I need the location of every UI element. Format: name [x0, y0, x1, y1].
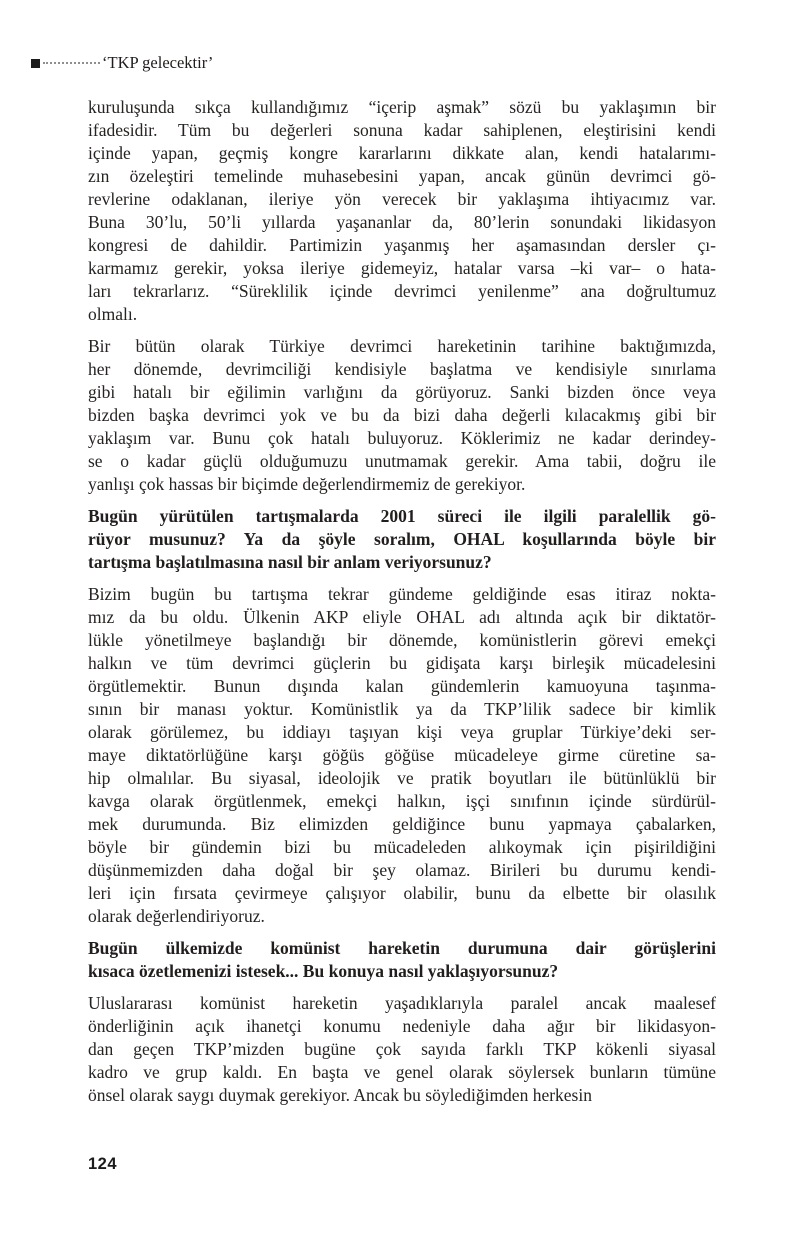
text-line: yanlışı çok hassas bir biçimde değerlendirmemiz de gerekiyor. — [88, 474, 526, 494]
text-line: örgütlemektir. Bunun dışında kalan gündemlerin kamuoyuna taşınma- — [88, 676, 716, 696]
text-line: yaklaşım var. Bunu çok hatalı buluyoruz. Köklerimiz ne kadar derindey- — [88, 428, 716, 448]
text-line: Bir bütün olarak Türkiye devrimci hareketinin tarihine baktığımızda, — [88, 336, 716, 356]
text-line: ları tekrarlarız. “Süreklilik içinde devrimci yenilenme” ana doğrultumuz — [88, 281, 716, 301]
text-line: bizden başka devrimci yok ve bu da bizi daha değerli kılacakmış gibi bir — [88, 405, 716, 425]
text-line: olmalı. — [88, 304, 138, 324]
text-block — [88, 96, 716, 1116]
text-line: kongresi de dahildir. Partimizin yaşanmış her aşamasından dersler çı- — [88, 235, 716, 255]
paragraph — [88, 96, 716, 326]
text-line: ifadesidir. Tüm bu değerleri sonuna kadar sahiplenen, eleştirisini kendi — [88, 120, 716, 140]
text-line: Bizim bugün bu tartışma tekrar gündeme geldiğinde esas itiraz nokta- — [88, 584, 716, 604]
text-line: lükle yönetilmeye başlandığı bir dönemde, komünistlerin görevi emekçi — [88, 630, 716, 650]
text-line: hip olmalılar. Bu siyasal, ideolojik ve pratik boyutları ile bütünlüklü bir — [88, 768, 716, 788]
text-line: tartışma başlatılmasına nasıl bir anlam veriyorsunuz? — [88, 552, 492, 572]
text-line: içinde yapan, geçmiş kongre kararlarını dikkate alan, kendi hatalarımı- — [88, 143, 716, 163]
dotted-leader — [43, 62, 100, 64]
text-line: dan geçen TKP’mizden bugüne çok sayıda farklı TKP kökenli siyasal — [88, 1039, 716, 1059]
text-line: sının bir manası yoktur. Komünistlik ya da TKP’lilik sadece bir kimlik — [88, 699, 716, 719]
text-line: mek durumunda. Biz elimizden geldiğince bunu yapmaya çabalarken, — [88, 814, 716, 834]
text-line: se o kadar güçlü olduğumuzu unutmamak gerekir. Ama tabii, doğru ile — [88, 451, 716, 471]
text-line: düşünmemizden daha doğal bir şey olamaz. Birileri bu durumu kendi- — [88, 860, 716, 880]
text-line: olarak görülemez, bu iddiayı taşıyan kişi veya gruplar Türkiye’deki ser- — [88, 722, 716, 742]
text-line: böyle bir gündemin bizi bu mücadeleden alıkoymak için pişirildiğini — [88, 837, 716, 857]
text-line: leri için fırsata çevirmeye çalışıyor olabilir, bunu da elbette bir olasılık — [88, 883, 716, 903]
running-header — [31, 53, 213, 73]
text-line: önderliğinin açık ihanetçi konumu nedeniyle daha ağır bir likidasyon- — [88, 1016, 716, 1036]
text-line: önsel olarak saygı duymak gerekiyor. Ancak bu söylediğimden herkesin — [88, 1085, 592, 1105]
text-line: Buna 30’lu, 50’li yıllarda yaşananlar da, 80’lerin sonundaki likidasyon — [88, 212, 716, 232]
text-line: Uluslararası komünist hareketin yaşadıklarıyla paralel ancak maalesef — [88, 993, 716, 1013]
text-line: halkın ve tüm devrimci güçlerin bu gidişata karşı birleşik mücadelesini — [88, 653, 716, 673]
text-line: gibi hatalı bir eğilimin varlığını da görüyoruz. Sanki bizden önce veya — [88, 382, 716, 402]
text-line: mız da bu oldu. Ülkenin AKP eliyle OHAL adı altında açık bir diktatör- — [88, 607, 716, 627]
paragraph — [88, 583, 716, 928]
text-line: kadro ve grup kaldı. En başta ve genel olarak söylersek bunların tümüne — [88, 1062, 716, 1082]
paragraph — [88, 992, 716, 1107]
text-line: zın özeleştiri temelinde muhasebesini yapan, ancak günün devrimci gö- — [88, 166, 716, 186]
interview-question — [88, 937, 716, 983]
square-bullet-icon — [31, 59, 40, 68]
text-line: rüyor musunuz? Ya da şöyle soralım, OHAL koşullarında böyle bir — [88, 529, 716, 549]
interview-question — [88, 505, 716, 574]
text-line: revlerine odaklanan, ileriye yön verecek bir yaklaşıma ihtiyacımız var. — [88, 189, 716, 209]
page-footer — [88, 1155, 117, 1174]
text-line: karmamız gerekir, yoksa ileriye gidemeyiz, hatalar varsa –ki var– o hata- — [88, 258, 716, 278]
text-line: Bugün ülkemizde komünist hareketin durumuna dair görüşlerini — [88, 938, 716, 958]
text-line: olarak değerlendiriyoruz. — [88, 906, 265, 926]
chapter-title: ‘TKP gelecektir’ — [102, 53, 214, 72]
page-number: 124 — [88, 1155, 118, 1173]
text-line: maye diktatörlüğüne karşı göğüs göğüse mücadeleye girme cüretine sa- — [88, 745, 716, 765]
text-line: kuruluşunda sıkça kullandığımız “içerip aşmak” sözü bu yaklaşımın bir — [88, 97, 716, 117]
text-line: kısaca özetlemenizi istesek... Bu konuya nasıl yaklaşıyorsunuz? — [88, 961, 559, 981]
text-line: kavga olarak örgütlenmek, emekçi halkın, işçi sınıfının içinde sürdürül- — [88, 791, 716, 811]
paragraph — [88, 335, 716, 496]
text-line: Bugün yürütülen tartışmalarda 2001 süreci ile ilgili paralellik gö- — [88, 506, 716, 526]
text-line: her dönemde, devrimciliği kendisiyle başlatma ve kendisiyle sınırlama — [88, 359, 716, 379]
